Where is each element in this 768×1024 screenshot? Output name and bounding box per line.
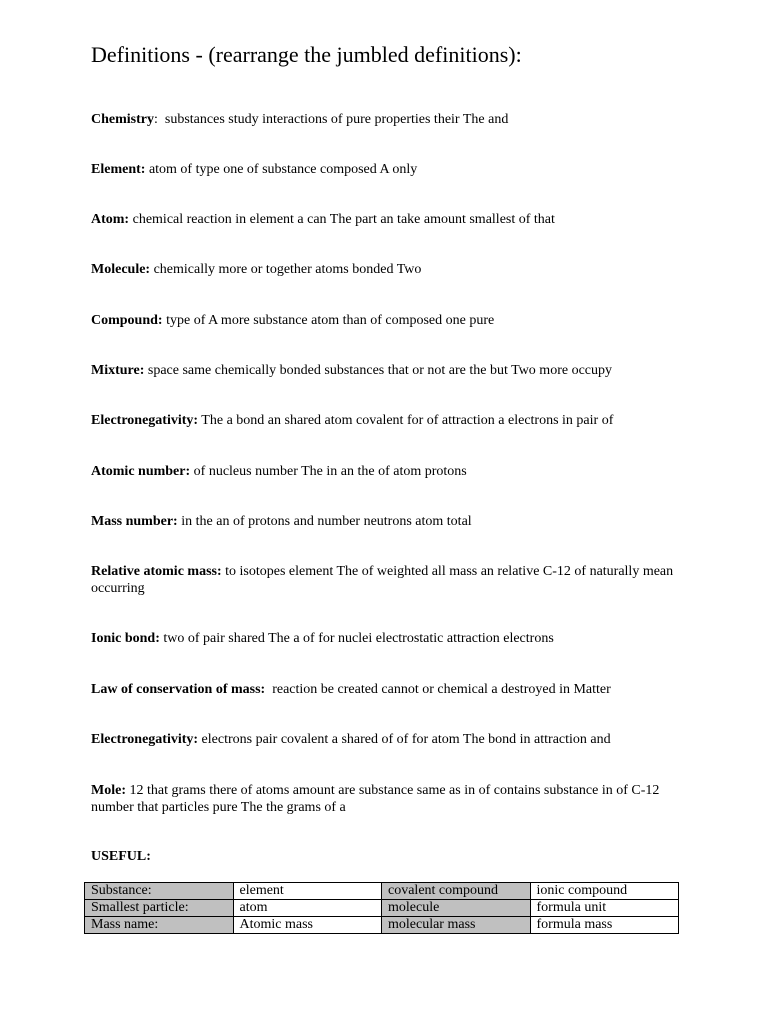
- table-cell: formula mass: [530, 917, 679, 934]
- definition-text: 12 that grams there of atoms amount are substance same as in of contains substance in of C-12 number that particles pure The the grams of a: [91, 783, 660, 815]
- definition-text: The a bond an shared atom covalent for of attraction a electrons in pair of: [201, 413, 614, 428]
- definition-text: chemical reaction in element a can The part an take amount smallest of that: [132, 212, 555, 227]
- definition-text: of nucleus number The in an the of atom protons: [193, 464, 467, 479]
- definition-text: space same chemically bonded substances that or not are the but Two more occupy: [147, 363, 613, 378]
- table-cell: element: [233, 883, 382, 900]
- definition-term: Element:: [91, 162, 146, 177]
- definition-term: Compound:: [91, 313, 163, 328]
- definition-text: in the an of protons and number neutrons atom total: [181, 514, 472, 529]
- table-row: [85, 917, 679, 934]
- table-cell: atom: [233, 900, 382, 917]
- definition-compound: [91, 312, 681, 329]
- definition-ionic-bond: [91, 630, 681, 647]
- definition-law-of-conservation-of-mass: [91, 681, 681, 698]
- definition-text: two of pair shared The a of for nuclei electrostatic attraction electrons: [163, 631, 554, 646]
- definition-term: Law of conservation of mass:: [91, 682, 266, 697]
- definition-term: Electronegativity:: [91, 413, 199, 428]
- useful-table: [84, 882, 679, 934]
- definition-term: Relative atomic mass:: [91, 564, 222, 579]
- definition-mass-number: [91, 513, 681, 530]
- definition-term: Electronegativity:: [91, 732, 199, 747]
- definition-text: type of A more substance atom than of composed one pure: [166, 313, 495, 328]
- definition-term: Molecule:: [91, 262, 151, 277]
- definition-electronegativity: [91, 412, 681, 429]
- definition-term: Atom:: [91, 212, 130, 227]
- definition-separator: :: [154, 112, 165, 127]
- definition-molecule: [91, 261, 681, 278]
- table-row: [85, 900, 679, 917]
- definition-relative-atomic-mass: [91, 563, 681, 597]
- definition-term: Atomic number:: [91, 464, 191, 479]
- table-cell: Mass name:: [85, 917, 234, 934]
- definition-text: electrons pair covalent a shared of of for atom The bond in attraction and: [201, 732, 611, 747]
- definition-term: Mass number:: [91, 514, 178, 529]
- definition-term: Mixture:: [91, 363, 145, 378]
- definition-term: Mole:: [91, 783, 126, 798]
- definition-text: to isotopes element The of weighted all mass an relative C-12 of naturally mean occurring: [91, 564, 674, 596]
- table-cell: Smallest particle:: [85, 900, 234, 917]
- table-cell: molecule: [382, 900, 531, 917]
- table-cell: Substance:: [85, 883, 234, 900]
- definition-chemistry: [91, 111, 681, 128]
- table-cell: formula unit: [530, 900, 679, 917]
- definition-element: [91, 161, 681, 178]
- table-cell: ionic compound: [530, 883, 679, 900]
- definition-term: Chemistry: [91, 112, 154, 127]
- definition-term: Ionic bond:: [91, 631, 160, 646]
- table-cell: molecular mass: [382, 917, 531, 934]
- table-cell: covalent compound: [382, 883, 531, 900]
- definition-atom: [91, 211, 681, 228]
- definition-text: substances study interactions of pure properties their The and: [164, 112, 509, 127]
- definition-text: reaction be created cannot or chemical a destroyed in Matter: [272, 682, 611, 697]
- table-row: [85, 883, 679, 900]
- table-cell: Atomic mass: [233, 917, 382, 934]
- page-title: Definitions - (rearrange the jumbled definitions):: [91, 42, 522, 67]
- definition-mixture: [91, 362, 681, 379]
- definition-mole: [91, 782, 681, 816]
- definition-text: chemically more or together atoms bonded Two: [153, 262, 422, 277]
- definition-text: atom of type one of substance composed A only: [148, 162, 418, 177]
- definition-atomic-number: [91, 463, 681, 480]
- useful-heading: USEFUL:: [91, 849, 151, 864]
- definition-electronegativity-2: [91, 731, 681, 748]
